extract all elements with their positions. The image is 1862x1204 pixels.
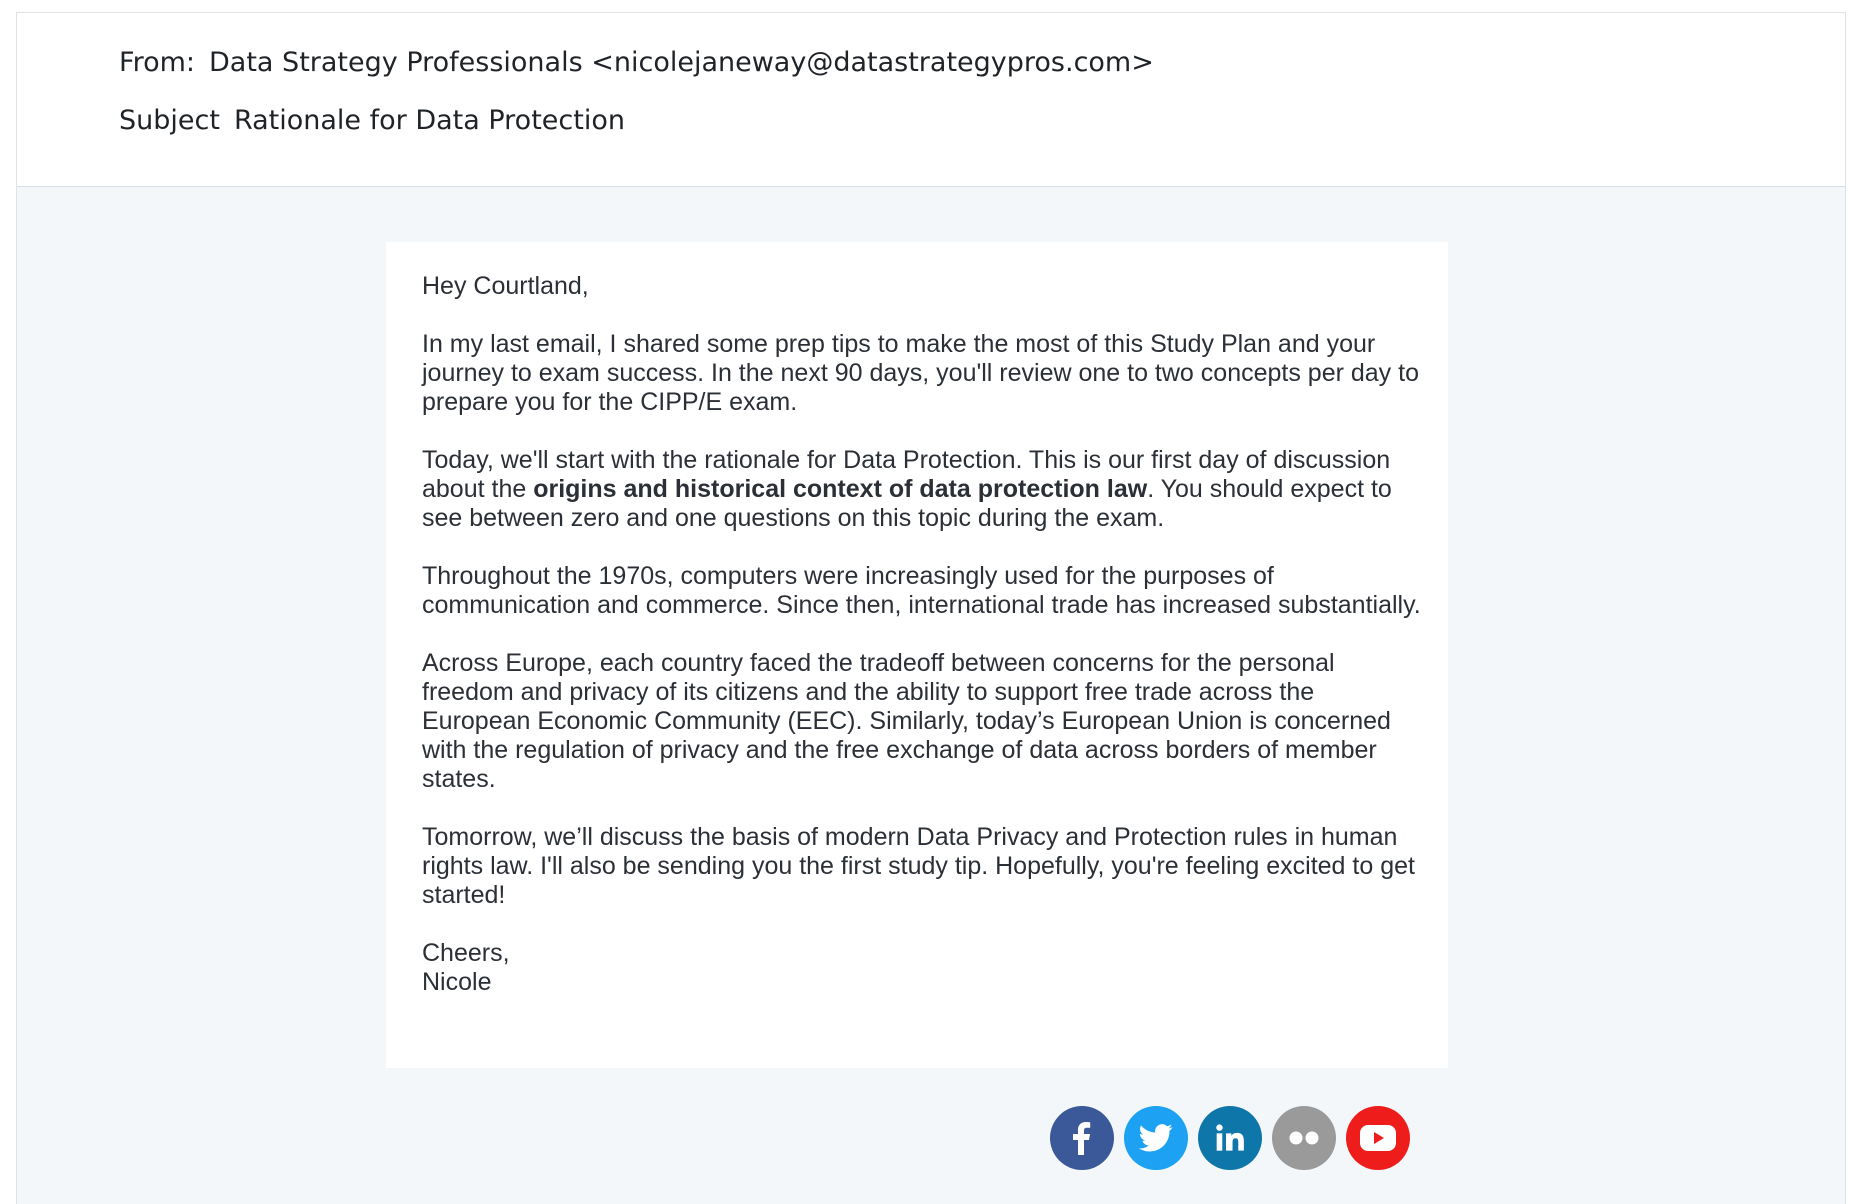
social-links [1050, 1106, 1410, 1170]
paragraph-3: Throughout the 1970s, computers were increasingly used for the purposes of communication and commerce. Since then, international trade has increased substantially. [422, 562, 1421, 619]
closing: Cheers, [422, 939, 510, 967]
subject-line [119, 105, 625, 136]
paragraph-1: In my last email, I shared some prep tips to make the most of this Study Plan and your journey to exam success. In the next 90 days, you'll review one to two concepts per day to prepare you for the CIPP/E exam. [422, 330, 1419, 416]
youtube-button[interactable] [1346, 1106, 1410, 1170]
paragraph-2 [422, 446, 1422, 533]
linkedin-button[interactable] [1198, 1106, 1262, 1170]
twitter-button[interactable] [1124, 1106, 1188, 1170]
email-body [422, 272, 1422, 997]
paragraph-4: Across Europe, each country faced the tradeoff between concerns for the personal freedom and privacy of its citizens and the ability to support free trade across the European Economic Community (EEC). Similarly, today’s European Union is concerned with the regulation of privacy and the free exchange of data across borders of member states. [422, 649, 1391, 793]
twitter-icon [1139, 1123, 1173, 1153]
signature: Nicole [422, 968, 492, 996]
paragraph-2-end: . You should expect to see between zero and one questions on this topic during the exam. [422, 475, 1392, 532]
paragraph-5: Tomorrow, we’ll discuss the basis of modern Data Privacy and Protection rules in human rights law. I'll also be sending you the first study tip. Hopefully, you're feeling excited to get started! [422, 823, 1415, 909]
subject-value: Rationale for Data Protection [233, 105, 625, 136]
flickr-button[interactable] [1272, 1106, 1336, 1170]
youtube-icon [1359, 1124, 1397, 1152]
paragraph-2-start: Today, we'll start with the rationale for Data Protection. This is our first day of discussion about the [422, 446, 1391, 503]
facebook-button[interactable] [1050, 1106, 1114, 1170]
from-line [119, 47, 1154, 78]
facebook-icon [1067, 1121, 1097, 1155]
from-label: From: [119, 47, 195, 78]
paragraph-2-bold: origins and historical context of data protection law [533, 475, 1148, 503]
subject-label: Subject [119, 105, 220, 136]
email-header [17, 13, 1845, 187]
email-body-card [386, 242, 1448, 1068]
greeting: Hey Courtland, [422, 272, 589, 300]
flickr-icon [1287, 1130, 1321, 1146]
linkedin-icon [1214, 1122, 1246, 1154]
from-value[interactable]: Data Strategy Professionals <nicolejaneway@datastrategypros.com> [209, 47, 1154, 78]
